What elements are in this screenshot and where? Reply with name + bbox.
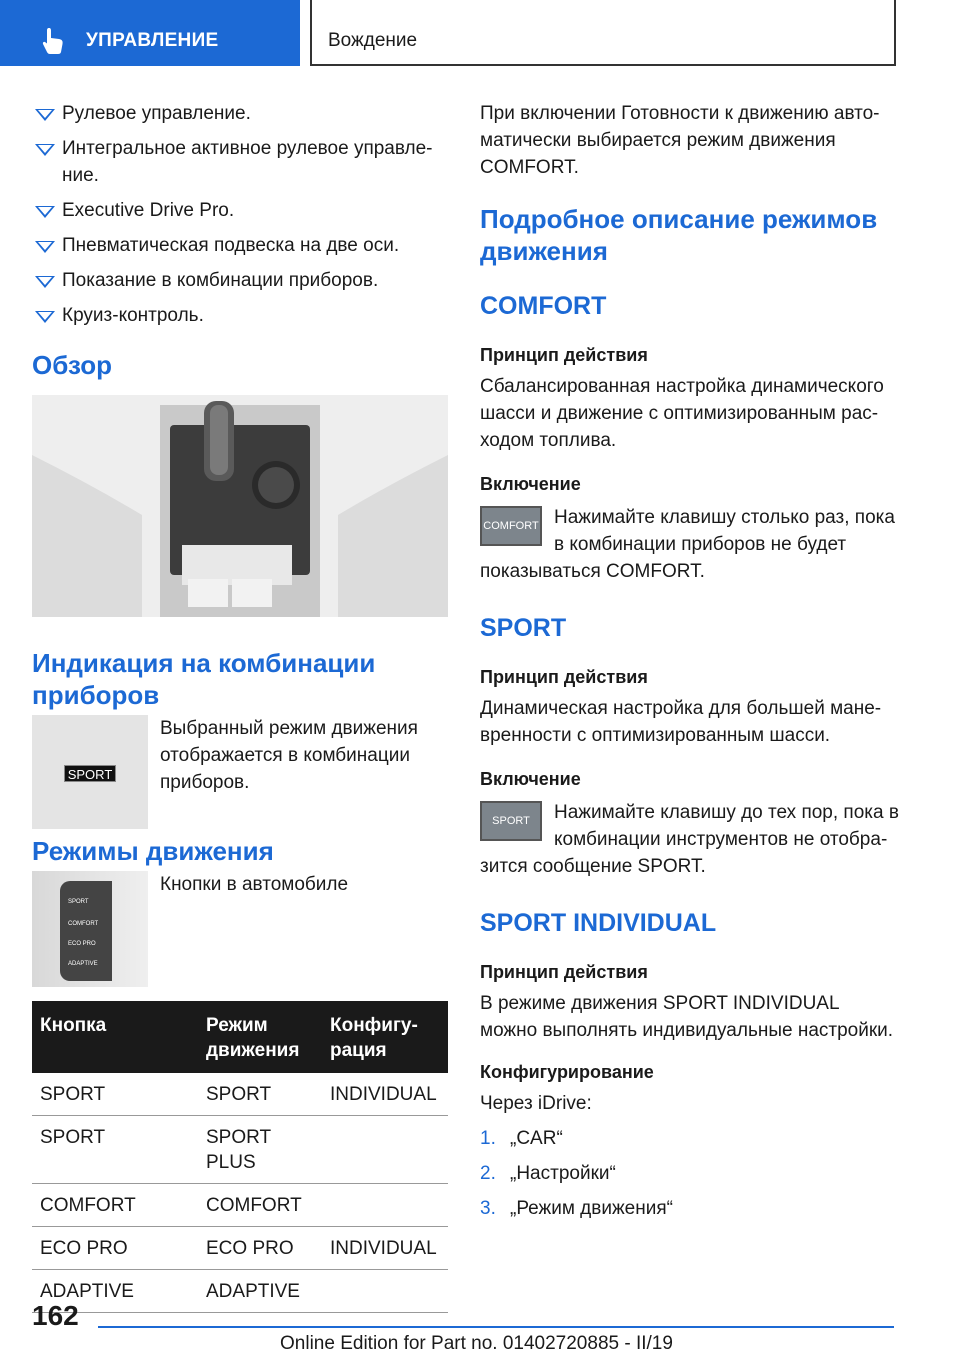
step-text: „CAR“ xyxy=(510,1128,563,1149)
modes-table xyxy=(32,1001,448,1313)
table-cell: COMFORT xyxy=(32,1184,198,1227)
column-header-config: Конфигу-рация xyxy=(322,1001,448,1073)
config-intro: Через iDrive: xyxy=(480,1093,592,1114)
comfort-button-image: COMFORT xyxy=(480,506,542,546)
mode-button-sport: SPORT xyxy=(68,899,89,905)
comfort-activation-text: Нажимайте клавишу столько раз, пока в комбинации приборов не будет показываться COMFORT. xyxy=(480,507,895,582)
table-cell xyxy=(322,1184,448,1227)
table-cell: INDIVIDUAL xyxy=(322,1073,448,1116)
hand-pointer-icon xyxy=(38,26,68,56)
table-cell: ADAPTIVE xyxy=(32,1270,198,1313)
step-text: „Настройки“ xyxy=(510,1163,616,1184)
mode-button-panel xyxy=(60,881,112,981)
step-number: 3. xyxy=(480,1198,496,1219)
list-item-text: Executive Drive Pro. xyxy=(62,200,235,221)
table-cell: SPORT xyxy=(32,1116,198,1184)
footer-divider xyxy=(98,1326,894,1328)
console-illustration xyxy=(32,395,448,617)
individual-heading: SPORT INDIVIDUAL xyxy=(480,909,717,937)
chapter-header xyxy=(310,0,896,66)
comfort-heading: COMFORT xyxy=(480,292,607,320)
list-item xyxy=(32,100,448,127)
sport-activation xyxy=(480,799,900,880)
triangle-bullet-icon xyxy=(35,144,55,156)
cluster-figure xyxy=(32,715,448,829)
table-row xyxy=(32,1184,448,1227)
modes-figure xyxy=(32,871,448,987)
table-cell: ECO PRO xyxy=(198,1227,322,1270)
sport-principle-label: Принцип действия xyxy=(480,667,648,687)
list-item xyxy=(32,197,448,224)
list-item-text: Показание в комбинации приборов. xyxy=(62,270,379,291)
table-row xyxy=(32,1270,448,1313)
cluster-heading: Индикация на комбинации приборов xyxy=(32,648,376,710)
chapter-title: Вождение xyxy=(328,30,418,51)
sport-mode-badge: SPORT xyxy=(64,765,116,782)
modes-heading: Режимы движения xyxy=(32,836,274,866)
mode-buttons-image xyxy=(32,871,148,987)
overview-heading: Обзор xyxy=(32,350,112,380)
mode-button-eco-pro: ECO PRO xyxy=(68,941,96,947)
list-item xyxy=(480,1160,900,1187)
sport-heading: SPORT xyxy=(480,614,567,642)
cluster-display-image xyxy=(32,715,148,829)
table-cell: SPORT PLUS xyxy=(198,1116,322,1184)
page-number: 162 xyxy=(32,1300,79,1331)
mode-button-adaptive: ADAPTIVE xyxy=(68,961,98,967)
table-cell: COMFORT xyxy=(198,1184,322,1227)
list-item-text: Рулевое управление. xyxy=(62,103,251,124)
comfort-activation-label: Включение xyxy=(480,474,581,494)
table-cell: INDIVIDUAL xyxy=(322,1227,448,1270)
table-row xyxy=(32,1227,448,1270)
table-cell: SPORT xyxy=(32,1073,198,1116)
triangle-bullet-icon xyxy=(35,276,55,288)
sport-activation-text: Нажимайте клавишу до тех пор, пока в комбинации инструментов не отобра-зится сообщение SPORT. xyxy=(480,802,899,877)
table-cell: ADAPTIVE xyxy=(198,1270,322,1313)
edition-text: Online Edition for Part no. 01402720885 - II/19 xyxy=(280,1333,673,1354)
list-item xyxy=(32,267,448,294)
feature-list xyxy=(32,100,448,329)
mode-button-comfort: COMFORT xyxy=(68,921,99,927)
section-tab xyxy=(0,0,300,66)
table-cell xyxy=(322,1116,448,1184)
column-header-button: Кнопка xyxy=(32,1001,198,1073)
table-cell xyxy=(322,1270,448,1313)
cluster-description: Выбранный режим движения отображается в комбинации приборов. xyxy=(160,718,418,793)
list-item xyxy=(32,302,448,329)
triangle-bullet-icon xyxy=(35,109,55,121)
triangle-bullet-icon xyxy=(35,241,55,253)
list-item xyxy=(32,135,448,189)
individual-principle-label: Принцип действия xyxy=(480,962,648,982)
list-item-text: Интегральное активное рулевое управле-ние. xyxy=(62,138,433,186)
intro-paragraph: При включении Готовности к движению авто-матически выбирается режим движения COMFORT. xyxy=(480,103,880,178)
comfort-principle-text: Сбалансированная настройка динамического шасси и движение с оптимизированным рас-ходом топлива. xyxy=(480,376,884,451)
step-number: 2. xyxy=(480,1163,496,1184)
step-number: 1. xyxy=(480,1128,496,1149)
list-item-text: Круиз-контроль. xyxy=(62,305,204,326)
table-cell: ECO PRO xyxy=(32,1227,198,1270)
sport-principle-text: Динамическая настройка для большей мане-вренности с оптимизированным шасси. xyxy=(480,698,882,746)
list-item xyxy=(480,1195,900,1222)
left-column xyxy=(32,100,448,1313)
detail-heading: Подробное описание режимов движения xyxy=(480,204,878,266)
center-console-photo xyxy=(32,395,448,617)
config-steps xyxy=(480,1125,900,1222)
config-label: Конфигурирование xyxy=(480,1062,654,1082)
column-header-mode: Режим движения xyxy=(198,1001,322,1073)
right-column xyxy=(480,100,900,1230)
step-text: „Режим движения“ xyxy=(510,1198,673,1219)
list-item xyxy=(480,1125,900,1152)
table-row xyxy=(32,1116,448,1184)
modes-caption: Кнопки в автомобиле xyxy=(160,874,349,895)
individual-principle-text: В режиме движения SPORT INDIVIDUAL можно выполнять индивидуальные настройки. xyxy=(480,993,894,1041)
sport-activation-label: Включение xyxy=(480,769,581,789)
list-item xyxy=(32,232,448,259)
table-row xyxy=(32,1073,448,1116)
list-item-text: Пневматическая подвеска на две оси. xyxy=(62,235,400,256)
sport-button-image: SPORT xyxy=(480,801,542,841)
triangle-bullet-icon xyxy=(35,206,55,218)
comfort-activation xyxy=(480,504,900,585)
triangle-bullet-icon xyxy=(35,311,55,323)
comfort-principle-label: Принцип действия xyxy=(480,345,648,365)
table-header-row xyxy=(32,1001,448,1073)
section-tab-label: УПРАВЛЕНИЕ xyxy=(86,30,219,51)
table-cell: SPORT xyxy=(198,1073,322,1116)
